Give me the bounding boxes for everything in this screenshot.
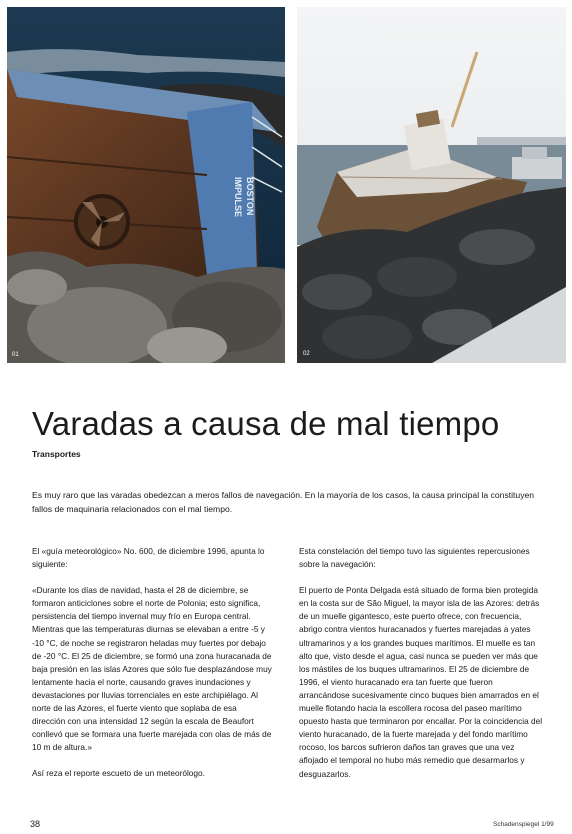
photo-capsized-ship	[7, 7, 285, 363]
article-column-left	[32, 545, 272, 794]
capsized-ship-image	[7, 7, 285, 363]
photo-number-1: 01	[12, 352, 19, 358]
hull-port-text: BOSTON	[245, 177, 255, 216]
article-title: Varadas a causa de mal tiempo	[32, 405, 500, 442]
article-column-right	[299, 545, 544, 794]
photo-stranded-ship	[297, 7, 566, 363]
paragraph: Esta constelación del tiempo tuvo las siguientes repercusiones sobre la navegación:	[299, 546, 530, 570]
photo-number-2: 02	[303, 351, 310, 357]
paragraph: El «guía meteorológico» No. 600, de diciembre 1996, apunta lo siguiente:	[32, 546, 265, 570]
article-category: Transportes	[32, 449, 81, 459]
article-lead: Es muy raro que las varadas obedezcan a meros fallos de navegación. En la mayoría de los casos, la causa principal la constituyen fallos de maquinaria relacionados con el mal tiempo.	[32, 490, 535, 514]
publication-name: Schadenspiegel 1/99	[493, 821, 554, 828]
page-number: 38	[30, 819, 41, 829]
hull-name-text: IMPULSE	[233, 177, 243, 218]
paragraph: Así reza el reporte escueto de un meteorólogo.	[32, 768, 205, 779]
paragraph: El puerto de Ponta Delgada está situado de forma bien protegida en la costa sur de São Miguel, la mayor isla de las Azores: detrás de un muelle gigantesco, este puerto ofrece, con frecuencia, abrigo contra vientos huracanados y fuertes marejadas a yates ultramarinos y a los grandes buques marítimos. El muelle es tan alto que, visto desde el agua, casi nunca se pueden ver más que los mástiles de los buques ultramarinos. El 25 de diciembre de 1996, el viento huracanado era tan fuerte que fueron arrancándose sucesivamente cinco buques bien amarrados en el muelle flotando hacia la escollera rocosa del paseo marítimo opuesto hasta que terminaron por encallar. Por la coincidencia del viento huracanado, de la fuerte marejada y del fondo marítimo rocoso, los barcos sufrieron daños tan graves que una vez aflojado el temporal no hubo más remedio que desarmarlos y desguazarlos.	[299, 585, 543, 779]
paragraph: «Durante los días de navidad, hasta el 28 de diciembre, se formaron anticiclones sobre el norte de Polonia; esto significa, persistencia del tiempo invernal muy frío en Europa central. Mientras que las temperaturas diurnas se elevaban a entre -5 y -10 °C, de noche se registraron heladas muy fuertes por debajo de -20 °C. El 25 de diciembre, se formó una zona huracanada de baja presión en las islas Azores que sólo fue desplazándose muy lentamente hacia el norte, causando graves inundaciones y devastaciones por lluvias torrenciales en este archipiélago. Al norte de las Azores, el fuerte viento que soplaba de esa dirección con una intensidad 12 según la escala de Beaufort conllevó que se formara una fuerte marejada con olas de más de 10 m de altura.»	[32, 585, 272, 753]
stranded-ship-image	[297, 7, 566, 363]
